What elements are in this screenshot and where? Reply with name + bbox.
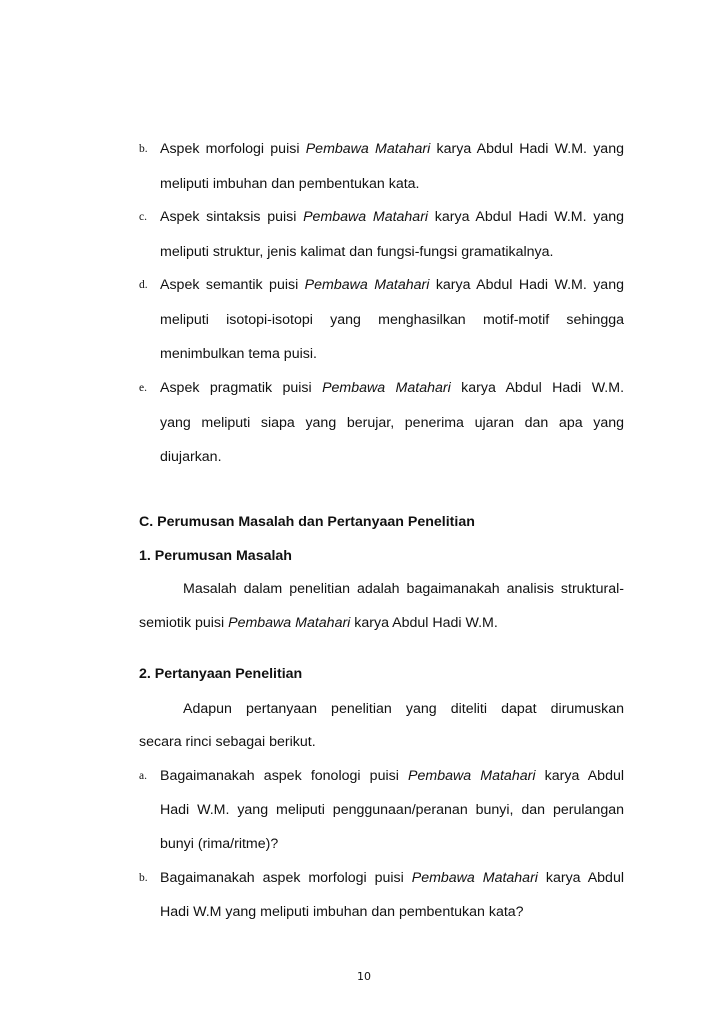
list-item-line: Bagaimanakah aspek morfologi puisi Pembawa Matahari karya Abdul xyxy=(160,870,624,886)
list-marker: a. xyxy=(139,770,147,782)
list-item-line: menimbulkan tema puisi. xyxy=(160,346,317,362)
list-item-line: Aspek morfologi puisi Pembawa Matahari karya Abdul Hadi W.M. yang xyxy=(160,141,624,157)
list-marker: b. xyxy=(139,872,148,884)
page-number: 10 xyxy=(357,970,371,983)
list-item-line: bunyi (rima/ritme)? xyxy=(160,836,279,852)
list-marker: d. xyxy=(139,279,148,291)
list-item-line: Bagaimanakah aspek fonologi puisi Pembawa Matahari karya Abdul xyxy=(160,768,624,784)
list-item-line: diujarkan. xyxy=(160,449,222,465)
list-item-line: Hadi W.M yang meliputi imbuhan dan pembentukan kata? xyxy=(160,904,524,920)
list-item-line: yang meliputi siapa yang berujar, penerima ujaran dan apa yang xyxy=(160,415,624,431)
list-item-line: meliputi imbuhan dan pembentukan kata. xyxy=(160,176,420,192)
list-item-line: Aspek pragmatik puisi Pembawa Matahari karya Abdul Hadi W.M. xyxy=(160,380,625,396)
subsection-heading-perumusan: 1. Perumusan Masalah xyxy=(139,548,292,564)
paragraph-line: Masalah dalam penelitian adalah bagaimanakah analisis struktural- xyxy=(183,581,624,597)
list-marker: c. xyxy=(139,211,147,223)
paragraph-line: Adapun pertanyaan penelitian yang diteliti dapat dirumuskan xyxy=(183,701,624,717)
paragraph-line: semiotik puisi Pembawa Matahari karya Abdul Hadi W.M. xyxy=(139,615,498,631)
paragraph-line: secara rinci sebagai berikut. xyxy=(139,734,316,750)
list-item-line: meliputi struktur, jenis kalimat dan fungsi-fungsi gramatikalnya. xyxy=(160,244,554,260)
list-item-line: Aspek sintaksis puisi Pembawa Matahari karya Abdul Hadi W.M. yang xyxy=(160,209,624,225)
list-marker: e. xyxy=(139,382,147,394)
subsection-heading-pertanyaan: 2. Pertanyaan Penelitian xyxy=(139,666,303,682)
list-item-line: Hadi W.M. yang meliputi penggunaan/peranan bunyi, dan perulangan xyxy=(160,802,624,818)
list-marker: b. xyxy=(139,143,148,155)
list-item-line: meliputi isotopi-isotopi yang menghasilkan motif-motif sehingga xyxy=(160,312,624,328)
section-heading: C. Perumusan Masalah dan Pertanyaan Penelitian xyxy=(139,514,475,530)
list-item-line: Aspek semantik puisi Pembawa Matahari karya Abdul Hadi W.M. yang xyxy=(160,277,624,293)
